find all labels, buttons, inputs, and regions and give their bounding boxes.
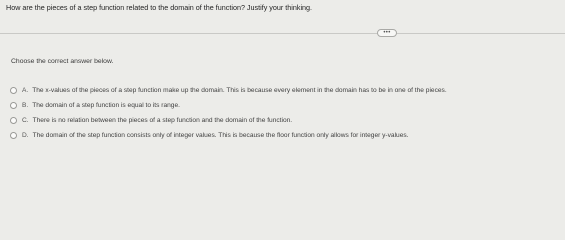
answer-choices: [10, 83, 563, 143]
choice-b[interactable]: [10, 98, 563, 113]
choice-a[interactable]: [10, 83, 563, 98]
radio-button-icon[interactable]: [10, 132, 17, 139]
more-dots-icon: •••: [383, 30, 391, 36]
choice-text: There is no relation between the pieces of a step function and the domain of the function.: [32, 116, 293, 124]
radio-button-icon[interactable]: [10, 87, 17, 94]
choice-text: The domain of a step function is equal to its range.: [32, 101, 180, 109]
choice-c[interactable]: [10, 113, 563, 128]
choice-letter: B.: [22, 101, 29, 109]
choice-text: The domain of the step function consists only of integer values. This is because the floor function only allows for integer y-values.: [32, 131, 409, 139]
choice-letter: C.: [22, 116, 29, 124]
choice-letter: D.: [22, 131, 29, 139]
expand-more-button[interactable]: [377, 29, 397, 37]
choice-d[interactable]: [10, 128, 563, 143]
question-text: How are the pieces of a step function related to the domain of the function? Justify your thinking.: [6, 3, 313, 12]
section-divider: [0, 33, 565, 34]
choice-text: The x-values of the pieces of a step function make up the domain. This is because every element in the domain has to be in one of the pieces.: [32, 86, 447, 94]
radio-button-icon[interactable]: [10, 102, 17, 109]
choice-letter: A.: [22, 86, 29, 94]
answer-prompt: Choose the correct answer below.: [11, 58, 114, 65]
radio-button-icon[interactable]: [10, 117, 17, 124]
